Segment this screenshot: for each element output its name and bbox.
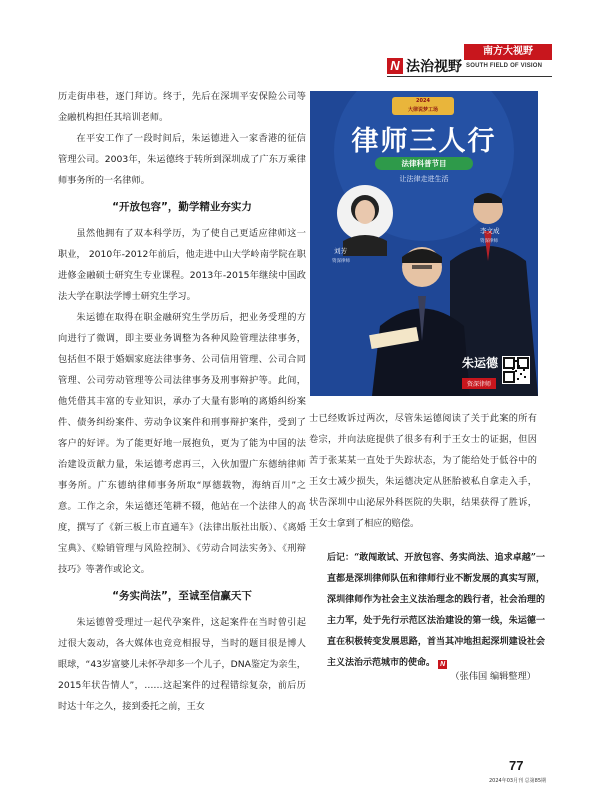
paragraph: 虽然他拥有了双本科学历，为了使自己更适应律师这一职业， 2010年-2012年前后，他走进中山大学岭南学院在职进修金融硕士研究生专业课程。2013年-2015年继续中国政法大学在职法学博士研究生学习。	[58, 228, 306, 302]
featured-lawyer-label	[462, 354, 498, 390]
afterword	[327, 548, 545, 674]
lawyer-name: 刘芳	[334, 247, 347, 255]
section-heading: “务实尚法”，至诚至信赢天下	[112, 590, 252, 602]
left-column	[58, 86, 306, 717]
right-column	[309, 408, 537, 534]
section-title: 法治视野	[406, 59, 462, 75]
lawyer-name: 李文成	[480, 227, 500, 235]
lawyer-role: 资深律师	[480, 239, 498, 244]
afterword-text: 后记：“敢闯敢试、开放包容、务实尚法、追求卓越”一直都是深圳律师队伍和律师行业不断发展的真实写照，深圳律师作为社会主义法治理念的践行者，社会治理的主力军，处于先行示范区法治建设的第一线，朱运德一直在积极转变发展思路，首当其冲地担起深圳建设社会主义法治示范城市的使命。	[327, 553, 545, 668]
program-label: 法律科普节目	[375, 157, 473, 170]
lawyer-role: 资深律师	[462, 378, 496, 389]
issue-label: 2024年03月刊 总第85期	[489, 778, 547, 784]
program-poster	[310, 91, 538, 396]
paragraph: 朱运德在取得在职金融研究生学历后，把业务受理的方向进行了微调，即主要业务调整为各种风险管理法律事务，包括但不限于婚姻家庭法律事务、公司信用管理、公司合同管理、公司劳动管理等公司法律事务及刑事辩护等。此间，他凭借其丰富的专业知识，承办了大量有影响的离婚纠纷案件、债务纠纷案件、劳动争议案件和刑事辩护案件，受到了客户的好评。为了能更好地一展抱负，更为了能为中国的法治建设贡献力量，朱运德考虑再三，入伙加盟广东德纳律师事务所。广东德纳律师事务所取“厚德载物，海纳百川”之意。工作之余，朱运德还笔耕不辍，他站在一个法律人的高度，撰写了《新三板上市直通车》（法律出版社出版）、《离婚宝典》、《赊销管理与风险控制》、《劳动合同法实务》、《刑辩技巧》等著作或论文。	[58, 312, 306, 575]
qr-code-icon	[502, 356, 530, 384]
lawyer-name: 朱运德	[462, 356, 499, 370]
end-mark-icon: N	[440, 661, 446, 668]
page-header	[0, 40, 595, 80]
paragraph: 在平安工作了一段时间后，朱运德进入一家香港的征信管理公司。2003年，朱运德终于转所到深圳成了广东万乘律师事务所的一名律师。	[58, 133, 306, 186]
paragraph: 朱运德曾受理过一起代孕案件，这起案件在当时曾引起过很大轰动，各大媒体也竞竞相报导，当时的题目很是博人眼球，“43岁富婆儿未怀孕却多一个儿子，DNA鉴定为亲生，2015年状告情人”，……这起案件的过程错综复杂，前后历时达十年之久，接到委托之前，王女	[58, 617, 306, 712]
program-badge: 2024 大律说梦工场	[392, 97, 454, 115]
header-rule	[387, 76, 552, 77]
page-number: 77	[509, 758, 524, 773]
brand-name: 南方大视野	[464, 44, 552, 60]
poster-slogan: 让法律走进生活	[399, 175, 449, 183]
paragraph: 历走街串巷，逐门拜访。终于，先后在深圳平安保险公司等金融机构担任其培训老师。	[58, 91, 306, 123]
paragraph: 士已经败诉过两次，尽管朱运德阅读了关于此案的所有卷宗，并向法庭提供了很多有利于王女士的证据，但因苦于张某某一直处于失踪状态，为了能给处于低谷中的王女士减少损失，朱运德决定从胚胎被私自拿走入手，状告深圳中山泌尿外科医院的失职，结果获得了胜诉，王女士拿到了相应的赔偿。	[309, 413, 537, 529]
lawyer-role: 资深律师	[332, 259, 350, 264]
editor-credit: （张伟国 编辑整理）	[450, 671, 536, 682]
section-heading: “开放包容”，勤学精业夯实力	[112, 201, 252, 213]
brand-subtitle: SOUTH FIELD OF VISION	[466, 63, 543, 69]
lawyer-portrait-left	[337, 185, 393, 256]
magazine-logo-icon: N	[387, 58, 403, 74]
poster-title: 律师三人行	[351, 126, 497, 157]
